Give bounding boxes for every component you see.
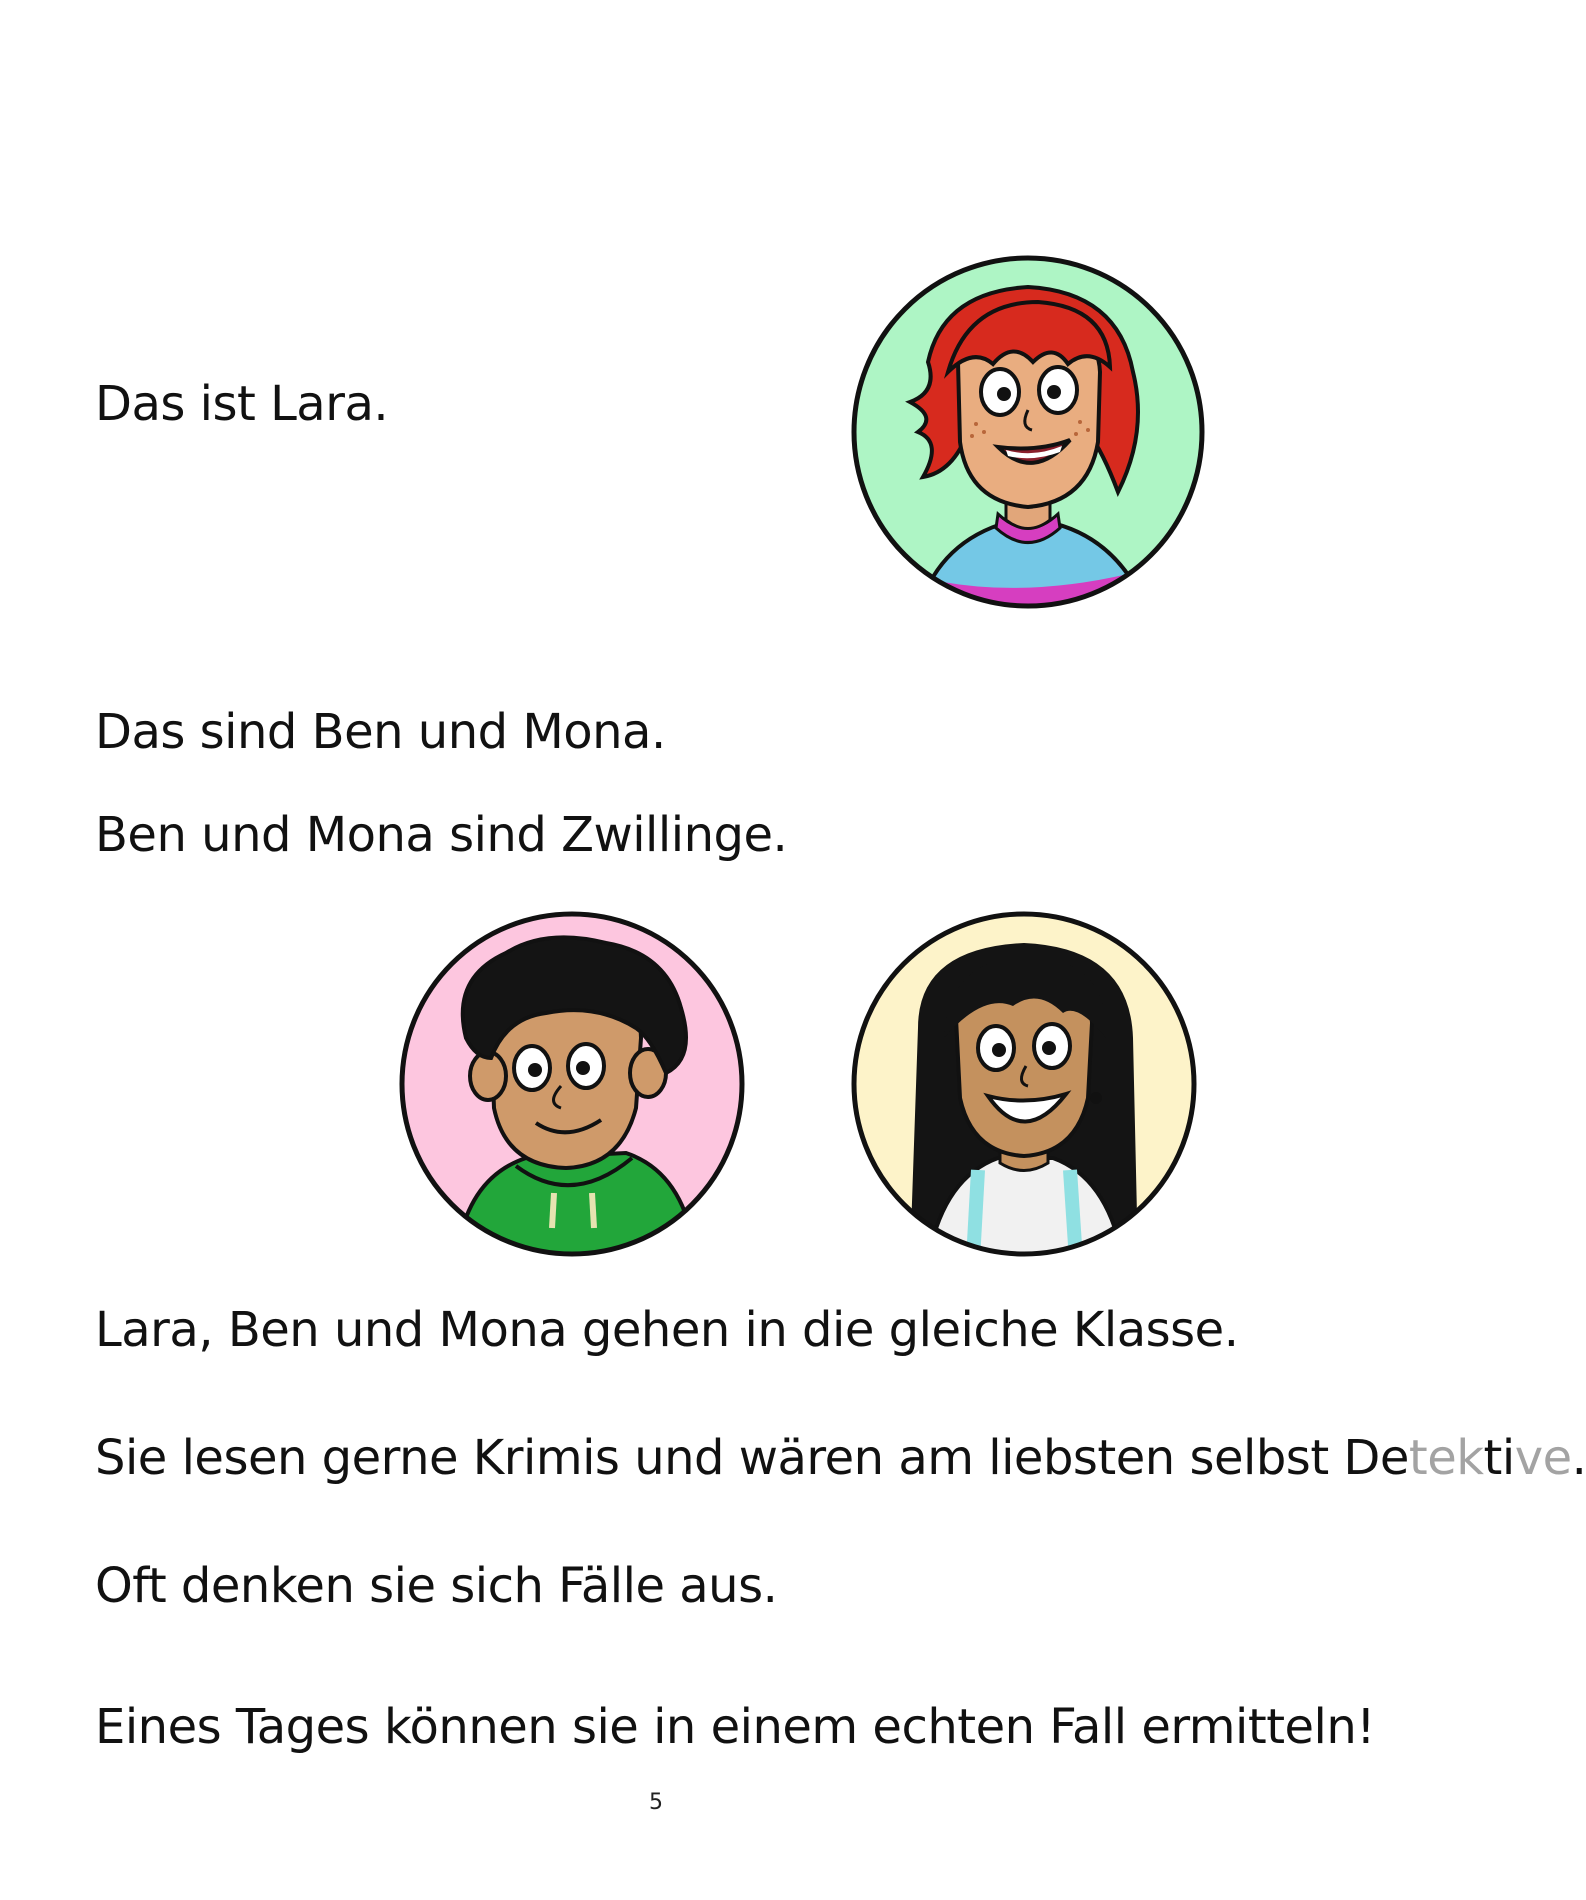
text-line-faelle: Oft denken sie sich Fälle aus.	[95, 1558, 778, 1614]
krimis-period: .	[1571, 1430, 1586, 1486]
portrait-mona	[848, 908, 1200, 1260]
text-line-twins-2: Ben und Mona sind Zwillinge.	[95, 807, 788, 863]
syllable-ve: ve	[1514, 1430, 1572, 1486]
syllable-ti: ti	[1483, 1430, 1515, 1486]
text-line-krimis	[95, 1428, 1586, 1488]
portrait-lara	[848, 252, 1208, 612]
text-line-twins-1: Das sind Ben und Mona.	[95, 704, 666, 760]
text-line-class: Lara, Ben und Mona gehen in die gleiche Klasse.	[95, 1302, 1239, 1358]
text-line-ending: Eines Tages können sie in einem echten Fall ermitteln!	[95, 1699, 1376, 1755]
krimis-text: Sie lesen gerne Krimis und wären am liebsten selbst De	[95, 1430, 1409, 1486]
syllable-tek: tek	[1408, 1430, 1484, 1486]
page-number: 5	[649, 1790, 663, 1815]
portrait-ben	[396, 908, 748, 1260]
text-line-lara: Das ist Lara.	[95, 376, 389, 432]
